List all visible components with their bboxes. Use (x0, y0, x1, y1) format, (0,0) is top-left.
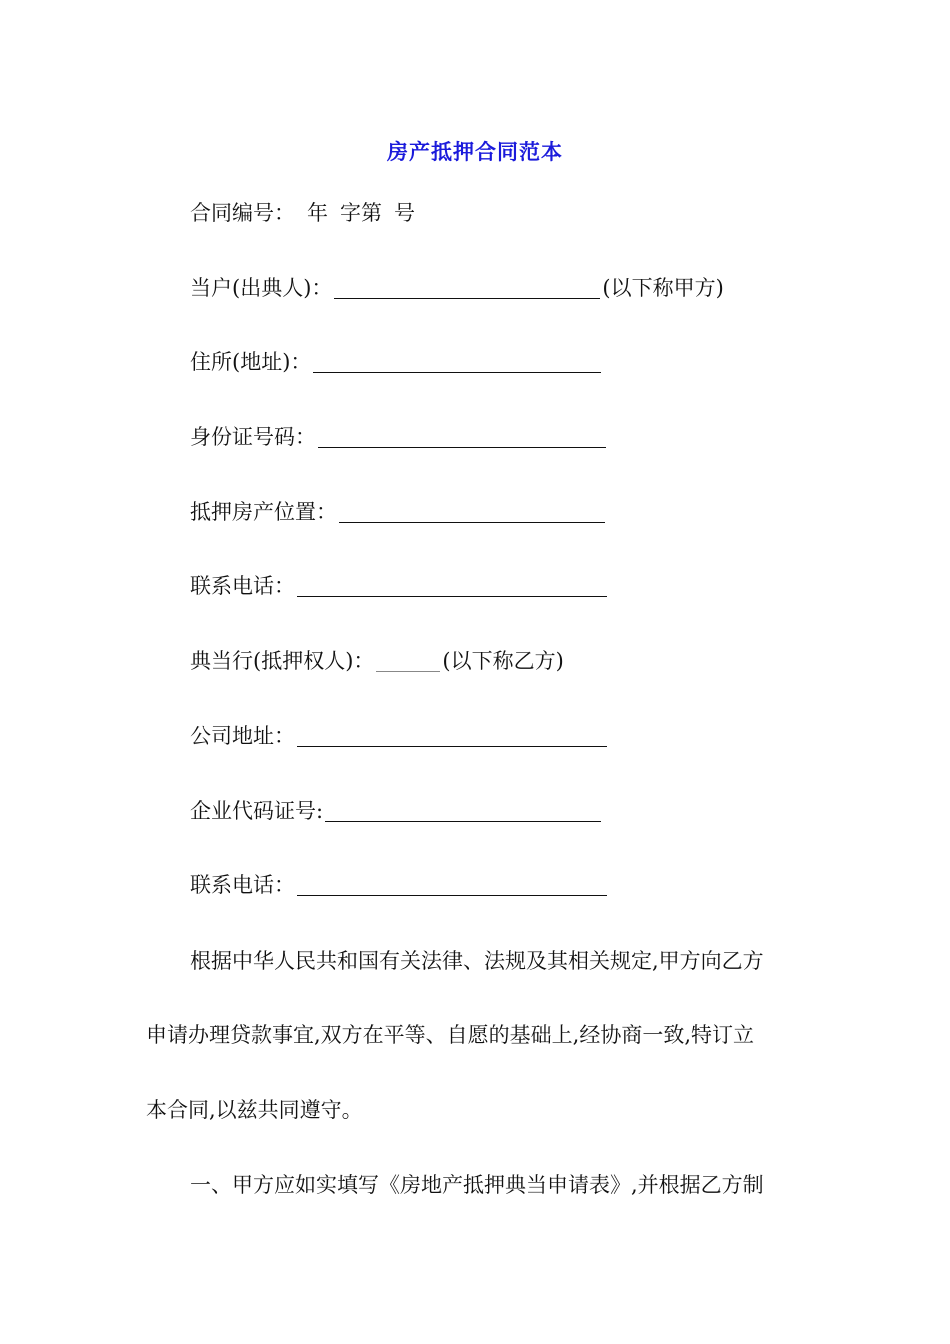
contract-number-line (190, 198, 415, 228)
field-pawnshop (190, 646, 564, 676)
field-phone-a (190, 571, 609, 601)
field-blank-line[interactable] (297, 724, 607, 747)
field-blank-line[interactable] (376, 649, 440, 672)
field-blank-line[interactable] (297, 873, 607, 896)
contract-number-label: 合同编号： (190, 201, 295, 225)
field-pawner (190, 273, 724, 303)
field-label: 企业代码证号: (190, 799, 324, 823)
contract-year-label: 年 (307, 201, 328, 225)
field-blank-line[interactable] (339, 500, 605, 523)
field-label: 典当行(抵押权人)： (190, 649, 375, 673)
contract-zi-label: 字第 (340, 201, 382, 225)
body-paragraph-1-line-2: 申请办理贷款事宜,双方在平等、自愿的基础上,经协商一致,特订立 (146, 1023, 755, 1047)
field-suffix: (以下称甲方) (602, 276, 724, 300)
field-blank-line[interactable] (334, 276, 600, 299)
field-blank-line[interactable] (297, 574, 607, 597)
field-label: 联系电话： (190, 574, 295, 598)
contract-hao-label: 号 (394, 201, 415, 225)
field-phone-b (190, 870, 609, 900)
field-blank-line[interactable] (318, 425, 606, 448)
field-label: 当户(出典人)： (190, 276, 333, 300)
body-paragraph-1-line-3: 本合同,以兹共同遵守。 (146, 1098, 363, 1122)
document-title: 房产抵押合同范本 (387, 139, 563, 164)
field-property-location (190, 497, 607, 527)
field-label: 住所(地址)： (190, 350, 312, 374)
field-blank-line[interactable] (325, 799, 601, 822)
field-company-address (190, 721, 609, 751)
field-label: 身份证号码： (190, 425, 316, 449)
field-id-number (190, 422, 608, 452)
field-label: 抵押房产位置： (190, 500, 337, 524)
field-address (190, 347, 603, 377)
field-blank-line[interactable] (313, 350, 601, 373)
field-label: 公司地址： (190, 724, 295, 748)
body-paragraph-1-line-1: 根据中华人民共和国有关法律、法规及其相关规定,甲方向乙方 (190, 949, 764, 973)
field-label: 联系电话： (190, 873, 295, 897)
field-suffix: (以下称乙方) (442, 649, 564, 673)
body-paragraph-2-line-1: 一、甲方应如实填写《房地产抵押典当申请表》,并根据乙方制 (190, 1173, 764, 1197)
field-enterprise-code (190, 796, 603, 826)
